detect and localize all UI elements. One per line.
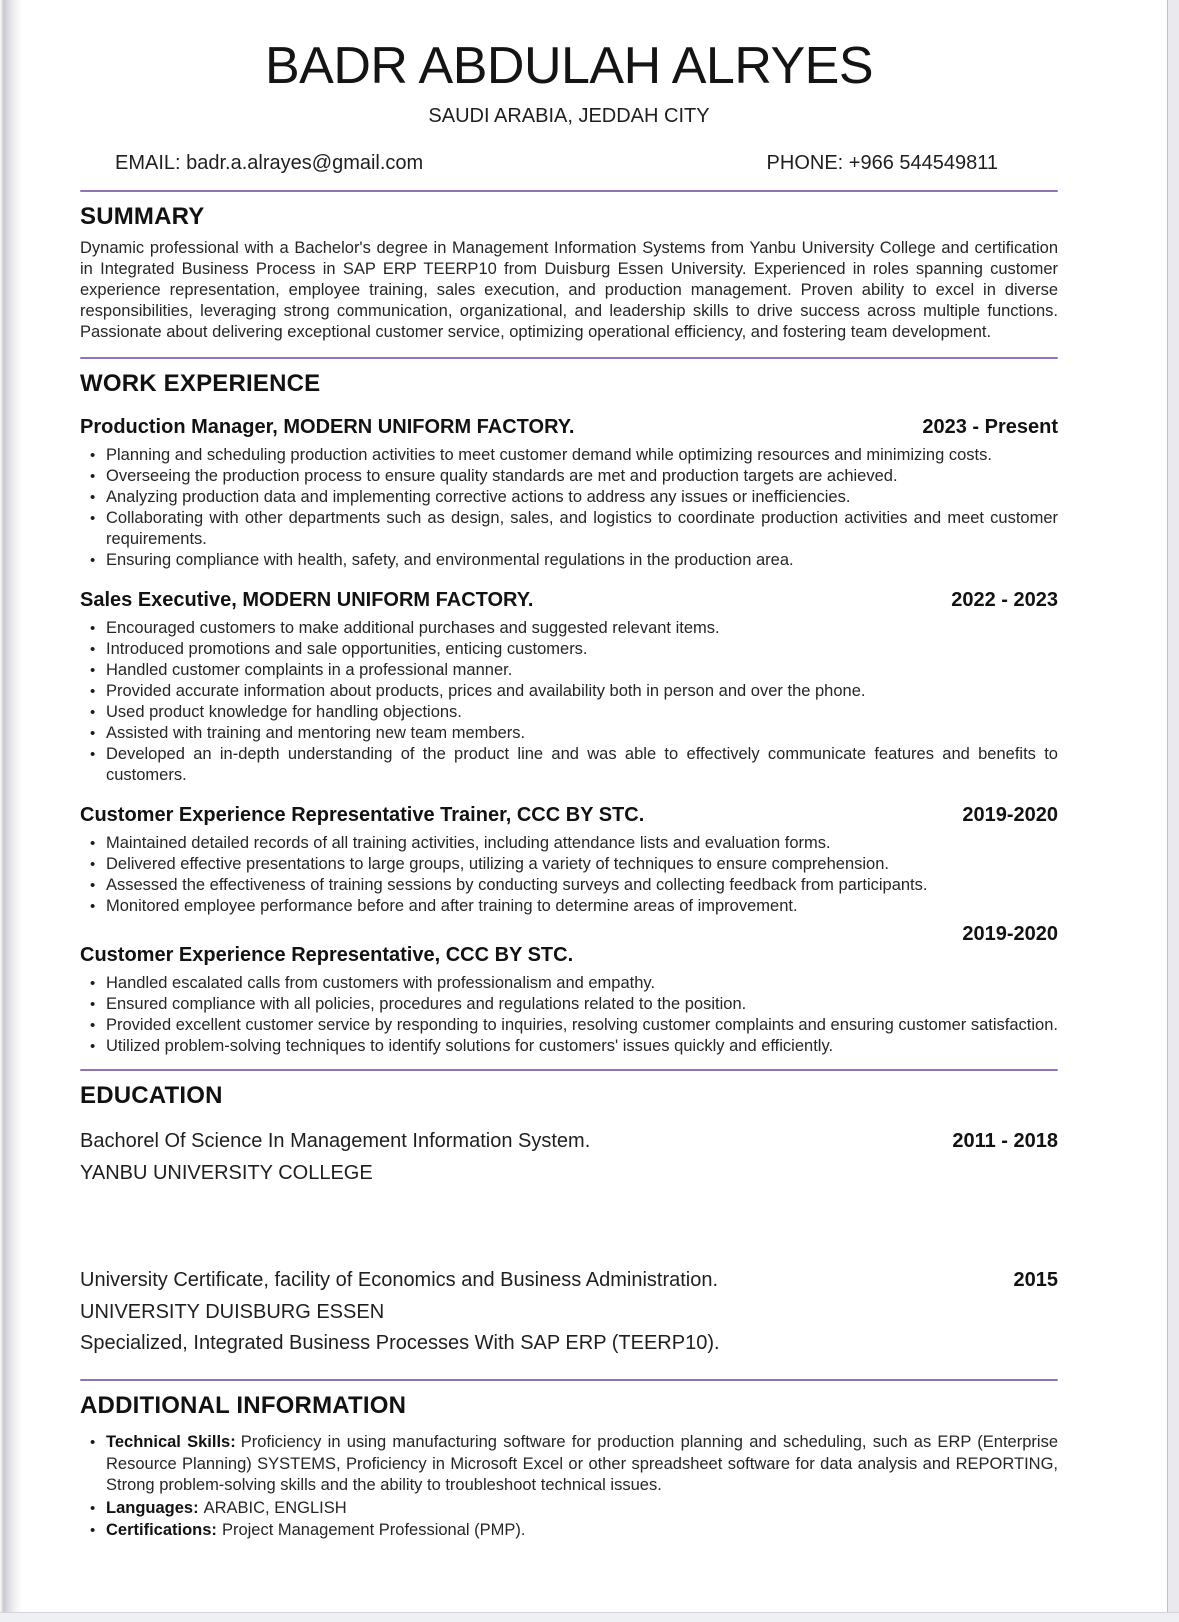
section-divider bbox=[80, 1069, 1058, 1071]
job-dates: 2023 - Present bbox=[922, 416, 1058, 439]
job-entry-cx-representative bbox=[80, 923, 1058, 1057]
info-item-certifications bbox=[106, 1520, 1058, 1542]
page-edge-right bbox=[1167, 0, 1179, 1622]
education-dates: 2011 - 2018 bbox=[952, 1130, 1058, 1153]
education-heading: EDUCATION bbox=[80, 1082, 223, 1110]
page-edge-bottom bbox=[0, 1612, 1179, 1622]
summary-heading: SUMMARY bbox=[80, 203, 205, 231]
job-title: Customer Experience Representative, CCC BY STC. bbox=[80, 944, 574, 967]
education-degree: University Certificate, facility of Economics and Business Administration. bbox=[80, 1269, 719, 1292]
contact-email: EMAIL: badr.a.alrayes@gmail.com bbox=[115, 152, 424, 175]
contact-row bbox=[80, 152, 1058, 175]
bullet-item: • Planning and scheduling production activities to meet customer demand while optimizing resources and minimizing costs. bbox=[106, 445, 1058, 466]
job-dates: 2019-2020 bbox=[962, 923, 1058, 946]
bullet-item: • Collaborating with other departments such as design, sales, and logistics to coordinate production activities and meet customer requirements. bbox=[106, 508, 1058, 550]
info-label: Languages: bbox=[106, 1498, 199, 1517]
bullet-item: • Encouraged customers to make additional purchases and suggested relevant items. bbox=[106, 618, 1058, 639]
job-bullet-list bbox=[80, 618, 1058, 786]
info-item-languages bbox=[106, 1498, 1058, 1520]
bullet-item: • Used product knowledge for handling objections. bbox=[106, 702, 1058, 723]
job-head bbox=[80, 416, 1058, 439]
education-school: UNIVERSITY DUISBURG ESSEN bbox=[80, 1301, 385, 1324]
education-head bbox=[80, 1269, 1058, 1292]
info-item-technical-skills bbox=[106, 1432, 1058, 1497]
bullet-item: • Provided accurate information about products, prices and availability both in person and over the phone. bbox=[106, 681, 1058, 702]
job-entry-cx-representative-trainer bbox=[80, 804, 1058, 917]
bullet-item: • Developed an in-depth understanding of the product line and was able to effectively communicate features and benefits to customers. bbox=[106, 744, 1058, 786]
job-title: Production Manager, MODERN UNIFORM FACTORY. bbox=[80, 416, 575, 439]
job-head bbox=[80, 589, 1058, 612]
work-experience-heading: WORK EXPERIENCE bbox=[80, 370, 321, 398]
education-dates: 2015 bbox=[1013, 1269, 1058, 1292]
job-entry-sales-executive bbox=[80, 589, 1058, 786]
job-title: Sales Executive, MODERN UNIFORM FACTORY. bbox=[80, 589, 534, 612]
job-head bbox=[80, 944, 1058, 967]
job-bullet-list bbox=[80, 973, 1058, 1057]
job-bullet-list bbox=[80, 833, 1058, 917]
info-text: ARABIC, ENGLISH bbox=[203, 1498, 347, 1517]
education-note: Specialized, Integrated Business Processes With SAP ERP (TEERP10). bbox=[80, 1332, 720, 1355]
bullet-item: • Maintained detailed records of all training activities, including attendance lists and evaluation forms. bbox=[106, 833, 1058, 854]
bullet-item: • Handled escalated calls from customers with professionalism and empathy. bbox=[106, 973, 1058, 994]
bullet-item: • Assisted with training and mentoring new team members. bbox=[106, 723, 1058, 744]
bullet-item: • Handled customer complaints in a professional manner. bbox=[106, 660, 1058, 681]
bullet-item: • Assessed the effectiveness of training sessions by conducting surveys and collecting feedback from participants. bbox=[106, 875, 1058, 896]
education-entry-certificate bbox=[80, 1269, 1058, 1355]
bullet-item: • Ensured compliance with all policies, procedures and regulations related to the position. bbox=[106, 994, 1058, 1015]
job-entry-production-manager bbox=[80, 416, 1058, 571]
additional-information-heading: ADDITIONAL INFORMATION bbox=[80, 1392, 407, 1420]
education-head bbox=[80, 1130, 1058, 1153]
info-label: Certifications: bbox=[106, 1521, 217, 1540]
job-head bbox=[80, 804, 1058, 827]
job-dates: 2019-2020 bbox=[962, 804, 1058, 827]
education-degree: Bachorel Of Science In Management Information System. bbox=[80, 1130, 591, 1153]
info-label: Technical Skills: bbox=[106, 1433, 236, 1452]
education-entry-bachelor bbox=[80, 1130, 1058, 1185]
job-title: Customer Experience Representative Trainer, CCC BY STC. bbox=[80, 804, 645, 827]
contact-phone: PHONE: +966 544549811 bbox=[766, 152, 998, 175]
candidate-location: SAUDI ARABIA, JEDDAH CITY bbox=[428, 105, 710, 128]
page-edge-left bbox=[0, 0, 22, 1622]
section-divider bbox=[80, 1379, 1058, 1381]
candidate-name: BADR ABDULAH ALRYES bbox=[264, 37, 874, 95]
resume-content bbox=[80, 0, 1058, 1543]
summary-text: Dynamic professional with a Bachelor's degree in Management Information Systems from Yanbu University College and certification in Integrated Business Process in SAP ERP TEERP10 from Duisburg Essen University. Experienced in roles spanning customer experience representation, employee training, sales execution, and production management. Proven ability to excel in diverse responsibilities, leveraging strong communication, organizational, and leadership skills to drive success across multiple functions. Passionate about delivering exceptional customer service, optimizing operational efficiency, and fostering team development. bbox=[80, 239, 1058, 342]
bullet-item: • Provided excellent customer service by responding to inquiries, resolving customer complaints and ensuring customer satisfaction. bbox=[106, 1015, 1058, 1036]
bullet-item: • Analyzing production data and implementing corrective actions to address any issues or inefficiencies. bbox=[106, 487, 1058, 508]
bullet-item: • Overseeing the production process to ensure quality standards are met and production targets are achieved. bbox=[106, 466, 1058, 487]
bullet-item: • Introduced promotions and sale opportunities, enticing customers. bbox=[106, 639, 1058, 660]
education-school: YANBU UNIVERSITY COLLEGE bbox=[80, 1162, 373, 1185]
additional-information-list bbox=[80, 1432, 1058, 1542]
info-text: Proficiency in using manufacturing software for production planning and scheduling, such as ERP (Enterprise Resource Planning) SYSTEMS, Proficiency in Microsoft Excel or other spreadsheet software for data analysis and REPORTING, Strong problem-solving skills and the ability to troubleshoot technical issues. bbox=[106, 1433, 1058, 1495]
bullet-item: • Monitored employee performance before and after training to determine areas of improvement. bbox=[106, 896, 1058, 917]
info-text: Project Management Professional (PMP). bbox=[221, 1521, 526, 1540]
section-divider bbox=[80, 357, 1058, 359]
job-dates: 2022 - 2023 bbox=[951, 589, 1058, 612]
bullet-item: • Utilized problem-solving techniques to identify solutions for customers' issues quickly and efficiently. bbox=[106, 1036, 1058, 1057]
bullet-item: • Ensuring compliance with health, safety, and environmental regulations in the production area. bbox=[106, 550, 1058, 571]
job-bullet-list bbox=[80, 445, 1058, 571]
section-divider bbox=[80, 190, 1058, 192]
bullet-item: • Delivered effective presentations to large groups, utilizing a variety of techniques to ensure comprehension. bbox=[106, 854, 1058, 875]
